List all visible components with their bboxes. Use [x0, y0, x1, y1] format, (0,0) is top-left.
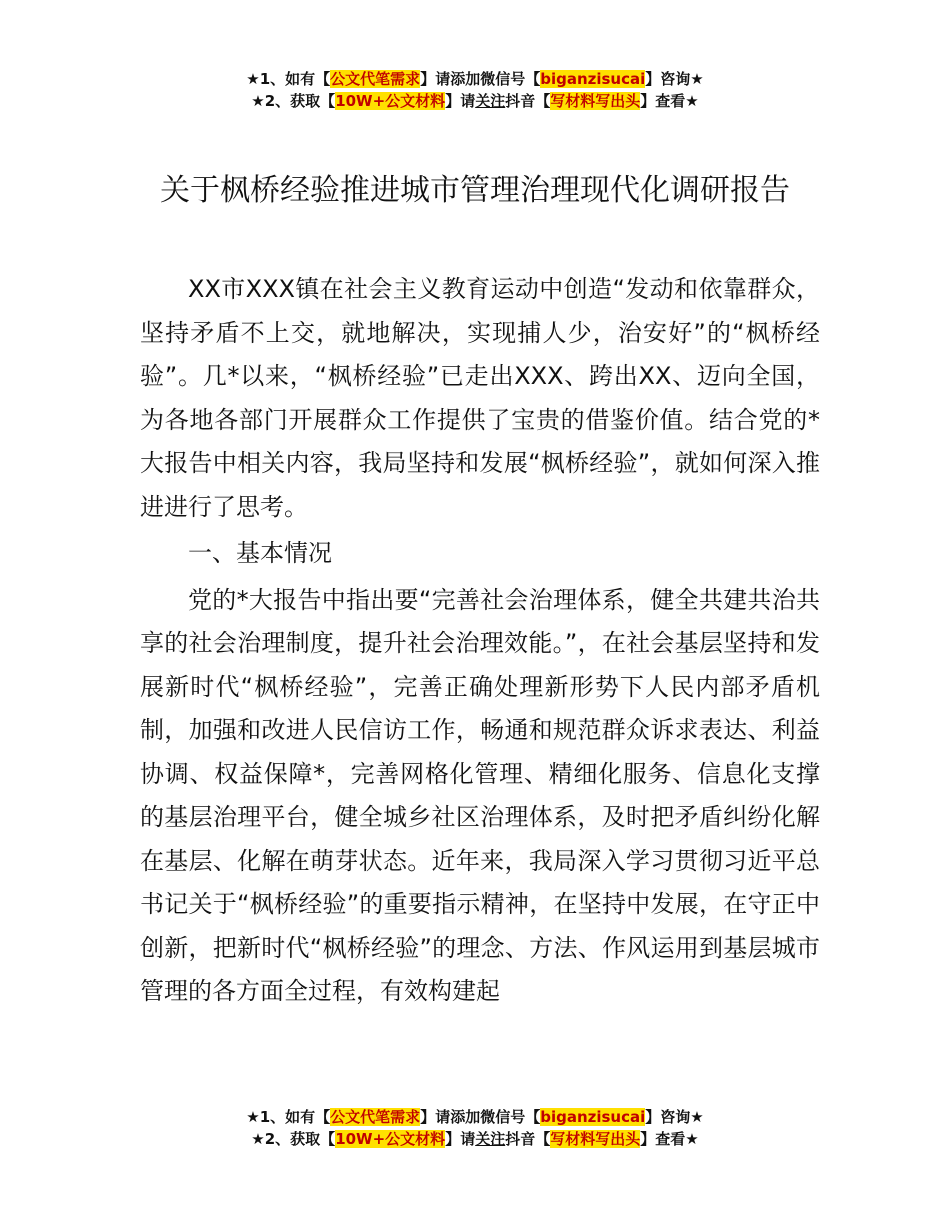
- banner-highlight-materials: 10W+公文材料: [335, 1130, 446, 1148]
- banner-text: 】查看★: [640, 92, 699, 110]
- banner-text: 】查看★: [640, 1130, 699, 1148]
- banner-highlight-douyin: 写材料写出头: [550, 92, 641, 110]
- banner-highlight-service: 公文代笔需求: [330, 1108, 421, 1126]
- banner-text: 】请: [445, 92, 476, 110]
- banner-highlight-service: 公文代笔需求: [330, 70, 421, 88]
- banner-highlight-wechat-id: biganzisucai: [540, 1108, 646, 1126]
- banner-follow-text: 关注: [475, 92, 506, 110]
- header-banner: [0, 68, 950, 112]
- banner-line-2: [0, 90, 950, 112]
- document-title: 关于枫桥经验推进城市管理治理现代化调研报告: [160, 173, 790, 208]
- banner-highlight-douyin: 写材料写出头: [550, 1130, 641, 1148]
- section-paragraph: 党的*大报告中指出要“完善社会治理体系，健全共建共治共享的社会治理制度，提升社会治理效能。”，在社会基层坚持和发展新时代“枫桥经验”，完善正确处理新形势下人民内部矛盾机制，加强和改进人民信访工作，畅通和规范群众诉求表达、利益协调、权益保障*，完善网格化管理、精细化服务、信息化支撑的基层治理平台，健全城乡社区治理体系，及时把矛盾纠纷化解在基层、化解在萌芽状态。近年来，我局深入学习贯彻习近平总书记关于“枫桥经验”的重要指示精神，在坚持中发展，在守正中创新，把新时代“枫桥经验”的理念、方法、作风运用到基层城市管理的各方面全过程，有效构建起: [140, 585, 820, 1005]
- banner-text: ★1、如有【: [246, 1108, 331, 1126]
- banner-line-1: [0, 68, 950, 90]
- banner-text: 抖音【: [505, 1130, 551, 1148]
- banner-text: ★2、获取【: [251, 92, 336, 110]
- banner-line-2: [0, 1128, 950, 1150]
- footer-banner: [0, 1106, 950, 1150]
- banner-text: 】请添加微信号【: [420, 1108, 541, 1126]
- intro-paragraph: XX市XXX镇在社会主义教育运动中创造“发动和依靠群众，坚持矛盾不上交，就地解决，实现捕人少，治安好”的“枫桥经验”。几*以来，“枫桥经验”已走出XXX、跨出XX、迈向全国，为各地各部门开展群众工作提供了宝贵的借鉴价值。结合党的*大报告中相关内容，我局坚持和发展“枫桥经验”，就如何深入推进进行了思考。: [140, 275, 820, 521]
- banner-highlight-materials: 10W+公文材料: [335, 92, 446, 110]
- banner-text: 】请: [445, 1130, 476, 1148]
- banner-text: 】咨询★: [645, 1108, 704, 1126]
- banner-highlight-wechat-id: biganzisucai: [540, 70, 646, 88]
- banner-line-1: [0, 1106, 950, 1128]
- banner-follow-text: 关注: [475, 1130, 506, 1148]
- banner-text: 】咨询★: [645, 70, 704, 88]
- document-body: [140, 268, 820, 1014]
- banner-text: 】请添加微信号【: [420, 70, 541, 88]
- banner-text: ★2、获取【: [251, 1130, 336, 1148]
- section-heading: 一、基本情况: [188, 539, 332, 567]
- banner-text: ★1、如有【: [246, 70, 331, 88]
- banner-text: 抖音【: [505, 92, 551, 110]
